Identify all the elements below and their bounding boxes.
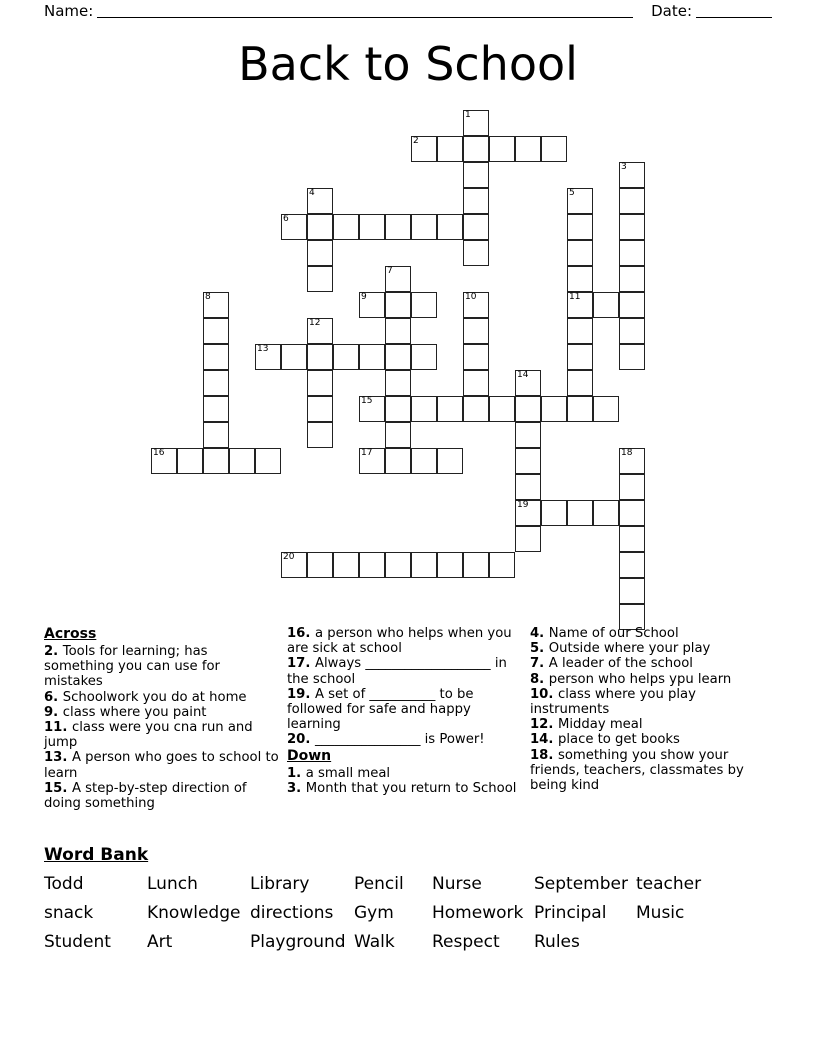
crossword-cell[interactable] — [385, 344, 411, 370]
word-bank-empty — [636, 928, 736, 957]
crossword-cell[interactable] — [385, 422, 411, 448]
crossword-cell[interactable] — [385, 448, 411, 474]
crossword-cell[interactable] — [567, 240, 593, 266]
cell-number: 14 — [517, 370, 529, 380]
crossword-cell[interactable] — [463, 344, 489, 370]
word-bank-word[interactable]: Music — [636, 903, 685, 923]
crossword-cell[interactable] — [333, 552, 359, 578]
clue-number: 14. — [530, 732, 558, 748]
crossword-cell[interactable] — [515, 474, 541, 500]
crossword-cell[interactable] — [411, 552, 437, 578]
cell-number: 11 — [569, 292, 581, 302]
clues-column-2 — [287, 626, 530, 811]
crossword-cell[interactable] — [359, 344, 385, 370]
crossword-cell[interactable] — [619, 552, 645, 578]
crossword-cell[interactable] — [567, 292, 593, 318]
crossword-cell[interactable] — [385, 396, 411, 422]
word-bank-word[interactable]: Art — [147, 932, 173, 952]
cell-number: 20 — [283, 552, 295, 562]
date-blank-line — [696, 2, 772, 18]
crossword-cell[interactable] — [619, 578, 645, 604]
crossword-cell[interactable] — [437, 552, 463, 578]
cell-number: 2 — [413, 136, 419, 146]
crossword-cell[interactable] — [203, 344, 229, 370]
clue-item — [44, 644, 279, 690]
crossword-cell[interactable] — [229, 448, 255, 474]
clue-number: 9. — [44, 704, 63, 720]
clue-number: 11. — [44, 720, 72, 736]
clue-item — [530, 717, 766, 732]
cell-number: 6 — [283, 214, 289, 224]
crossword-cell[interactable] — [567, 188, 593, 214]
crossword-cell[interactable] — [359, 448, 385, 474]
crossword-cell[interactable] — [437, 136, 463, 162]
cell-number: 5 — [569, 188, 575, 198]
crossword-cell[interactable] — [281, 552, 307, 578]
crossword-cell[interactable] — [619, 448, 645, 474]
crossword-cell[interactable] — [307, 344, 333, 370]
word-bank-word[interactable]: Lunch — [147, 874, 198, 894]
word-bank-word[interactable]: directions — [250, 903, 334, 923]
crossword-cell[interactable] — [489, 136, 515, 162]
crossword-cell[interactable] — [203, 396, 229, 422]
clue-item — [530, 687, 766, 717]
crossword-cell[interactable] — [463, 110, 489, 136]
crossword-cell[interactable] — [359, 396, 385, 422]
clue-text: Month that you return to School — [305, 780, 517, 796]
cell-number: 4 — [309, 188, 315, 198]
crossword-cell[interactable] — [619, 162, 645, 188]
clue-number: 8. — [530, 671, 549, 687]
word-bank-word[interactable]: Knowledge — [147, 903, 241, 923]
clue-item — [44, 705, 279, 720]
crossword-cell[interactable] — [619, 240, 645, 266]
clue-text: a small meal — [305, 765, 391, 781]
word-bank-word[interactable]: September — [534, 874, 628, 894]
crossword-cell[interactable] — [567, 396, 593, 422]
clue-item — [44, 690, 279, 705]
crossword-cell[interactable] — [385, 292, 411, 318]
word-bank-word[interactable]: teacher — [636, 874, 702, 894]
clue-number: 15. — [44, 780, 72, 796]
crossword-cell[interactable] — [307, 266, 333, 292]
crossword-cell[interactable] — [515, 526, 541, 552]
crossword-cell[interactable] — [541, 500, 567, 526]
word-bank-word[interactable]: Playground — [250, 932, 346, 952]
clue-item — [530, 641, 766, 656]
clue-text: A set of __________ to be followed for safe and happy learning — [287, 686, 474, 733]
crossword-cell[interactable] — [411, 214, 437, 240]
crossword-cell[interactable] — [333, 344, 359, 370]
crossword-cell[interactable] — [203, 370, 229, 396]
clue-number: 19. — [287, 686, 315, 702]
word-bank — [44, 844, 784, 957]
crossword-cell[interactable] — [515, 422, 541, 448]
crossword-cell[interactable] — [255, 344, 281, 370]
crossword-cell[interactable] — [515, 396, 541, 422]
across-heading: Across — [44, 626, 97, 642]
cell-number: 3 — [621, 162, 627, 172]
crossword-cell[interactable] — [359, 292, 385, 318]
crossword-cell[interactable] — [619, 500, 645, 526]
clue-number: 16. — [287, 626, 315, 641]
clue-number: 18. — [530, 747, 558, 763]
cell-number: 16 — [153, 448, 165, 458]
word-bank-word[interactable]: Library — [250, 874, 310, 894]
word-bank-word[interactable]: Walk — [354, 932, 395, 952]
clue-text: Always ___________________ in the school — [287, 656, 507, 687]
crossword-cell[interactable] — [515, 136, 541, 162]
cell-number: 15 — [361, 396, 373, 406]
clue-text: place to get books — [557, 732, 680, 748]
word-bank-word[interactable]: Principal — [534, 903, 607, 923]
crossword-cell[interactable] — [411, 396, 437, 422]
clue-number: 5. — [530, 641, 549, 657]
clue-text: A person who goes to school to learn — [44, 750, 279, 781]
clue-item — [287, 626, 522, 656]
clue-number: 2. — [44, 644, 63, 659]
crossword-cell[interactable] — [385, 370, 411, 396]
crossword-cell[interactable] — [203, 292, 229, 318]
crossword-cell[interactable] — [541, 396, 567, 422]
clue-text: Midday meal — [557, 717, 643, 733]
word-bank-word[interactable]: Student — [44, 932, 111, 952]
clue-item — [530, 732, 766, 747]
clue-text: a person who helps when you are sick at school — [287, 626, 512, 657]
crossword-cell[interactable] — [619, 344, 645, 370]
crossword-cell[interactable] — [567, 214, 593, 240]
crossword-cell[interactable] — [281, 344, 307, 370]
clue-item — [44, 781, 279, 811]
crossword-cell[interactable] — [385, 266, 411, 292]
clue-item — [287, 766, 522, 781]
clue-number: 12. — [530, 717, 558, 733]
page-header — [0, 0, 816, 28]
clue-item — [287, 781, 522, 796]
cell-number: 13 — [257, 344, 269, 354]
clue-item — [530, 672, 766, 687]
clue-item — [530, 656, 766, 671]
crossword-cell[interactable] — [411, 136, 437, 162]
cell-number: 8 — [205, 292, 211, 302]
crossword-cell[interactable] — [619, 318, 645, 344]
word-bank-word[interactable]: Nurse — [432, 874, 482, 894]
clue-text: A leader of the school — [548, 656, 693, 672]
crossword-cell[interactable] — [541, 136, 567, 162]
crossword-cell[interactable] — [489, 552, 515, 578]
crossword-cell[interactable] — [203, 448, 229, 474]
clue-item — [530, 626, 766, 641]
cell-number: 19 — [517, 500, 529, 510]
cell-number: 7 — [387, 266, 393, 276]
clue-number: 4. — [530, 626, 549, 641]
clue-text: class were you cna run and jump — [44, 720, 253, 751]
crossword-cell[interactable] — [463, 292, 489, 318]
word-bank-row — [44, 870, 784, 899]
crossword-cell[interactable] — [203, 422, 229, 448]
crossword-cell[interactable] — [463, 240, 489, 266]
crossword-cell[interactable] — [411, 344, 437, 370]
crossword-grid — [0, 105, 816, 625]
clue-number: 20. — [287, 732, 315, 748]
crossword-cell[interactable] — [333, 214, 359, 240]
crossword-cell[interactable] — [307, 240, 333, 266]
clue-text: Tools for learning; has something you can use for mistakes — [44, 644, 220, 690]
crossword-cell[interactable] — [619, 214, 645, 240]
word-bank-row — [44, 928, 784, 957]
clue-text: A step-by-step direction of doing something — [44, 780, 247, 812]
clue-text: class where you paint — [62, 704, 207, 720]
clue-number: 10. — [530, 686, 558, 702]
crossword-cell[interactable] — [359, 552, 385, 578]
crossword-cell[interactable] — [437, 448, 463, 474]
clues-column-3 — [530, 626, 774, 811]
crossword-cell[interactable] — [619, 526, 645, 552]
crossword-cell[interactable] — [593, 292, 619, 318]
clue-text: Schoolwork you do at home — [62, 689, 247, 705]
word-bank-row — [44, 899, 784, 928]
clue-text: ________________ is Power! — [314, 732, 485, 748]
page-title: Back to School — [238, 37, 578, 91]
crossword-cell[interactable] — [307, 370, 333, 396]
crossword-cell[interactable] — [489, 396, 515, 422]
crossword-cell[interactable] — [203, 318, 229, 344]
clues-section — [44, 626, 774, 811]
cell-number: 10 — [465, 292, 477, 302]
cell-number: 17 — [361, 448, 373, 458]
word-bank-word[interactable]: Pencil — [354, 874, 404, 894]
crossword-cell[interactable] — [359, 214, 385, 240]
crossword-cell[interactable] — [619, 188, 645, 214]
crossword-cell[interactable] — [619, 474, 645, 500]
word-bank-word[interactable]: Gym — [354, 903, 394, 923]
crossword-cell[interactable] — [437, 396, 463, 422]
crossword-cell[interactable] — [567, 344, 593, 370]
cell-number: 1 — [465, 110, 471, 120]
word-bank-rows — [44, 870, 784, 957]
crossword-cell[interactable] — [515, 370, 541, 396]
word-bank-word[interactable]: Rules — [534, 932, 580, 952]
word-bank-heading: Word Bank — [44, 845, 149, 865]
clue-item — [44, 720, 279, 750]
crossword-cell[interactable] — [619, 292, 645, 318]
cell-number: 18 — [621, 448, 633, 458]
crossword-cell[interactable] — [463, 162, 489, 188]
cell-number: 9 — [361, 292, 367, 302]
crossword-cell[interactable] — [281, 214, 307, 240]
clue-number: 7. — [530, 656, 549, 672]
crossword-cell[interactable] — [437, 214, 463, 240]
cell-number: 12 — [309, 318, 321, 328]
word-bank-word[interactable]: snack — [44, 903, 94, 923]
crossword-cell[interactable] — [463, 552, 489, 578]
crossword-cell[interactable] — [385, 214, 411, 240]
clue-item — [287, 687, 522, 733]
clue-text: Name of our School — [548, 626, 679, 641]
crossword-cell[interactable] — [567, 318, 593, 344]
crossword-cell[interactable] — [385, 318, 411, 344]
clue-text: class where you play instruments — [530, 686, 696, 718]
clue-item — [44, 750, 279, 780]
clue-item — [530, 748, 766, 794]
clue-text: person who helps ypu learn — [548, 671, 732, 687]
crossword-cell[interactable] — [307, 318, 333, 344]
clue-number: 6. — [44, 689, 63, 705]
crossword-cell[interactable] — [411, 292, 437, 318]
crossword-cell[interactable] — [463, 396, 489, 422]
date-label: Date: — [651, 2, 692, 20]
crossword-cell[interactable] — [515, 500, 541, 526]
crossword-cell[interactable] — [463, 370, 489, 396]
clue-text: something you show your friends, teachers, classmates by being kind — [530, 747, 744, 794]
crossword-cell[interactable] — [593, 500, 619, 526]
clue-number: 17. — [287, 656, 315, 672]
clue-item — [287, 732, 522, 747]
crossword-cell[interactable] — [567, 500, 593, 526]
crossword-cell[interactable] — [463, 136, 489, 162]
clue-number: 13. — [44, 750, 72, 766]
clue-number: 1. — [287, 765, 306, 781]
name-label: Name: — [44, 2, 94, 20]
clue-item — [287, 656, 522, 686]
crossword-cell[interactable] — [385, 552, 411, 578]
crossword-cell[interactable] — [463, 318, 489, 344]
name-blank-line — [97, 2, 633, 18]
crossword-cell[interactable] — [307, 188, 333, 214]
crossword-cell[interactable] — [463, 214, 489, 240]
crossword-cell[interactable] — [567, 370, 593, 396]
crossword-cell[interactable] — [463, 188, 489, 214]
clue-number: 3. — [287, 780, 306, 796]
crossword-cell[interactable] — [307, 422, 333, 448]
crossword-cell[interactable] — [411, 448, 437, 474]
crossword-cell[interactable] — [307, 552, 333, 578]
word-bank-word[interactable]: Homework — [432, 903, 524, 923]
crossword-cell[interactable] — [593, 396, 619, 422]
word-bank-word[interactable]: Todd — [44, 874, 84, 894]
crossword-cell[interactable] — [515, 448, 541, 474]
crossword-cell[interactable] — [307, 214, 333, 240]
crossword-cell[interactable] — [567, 266, 593, 292]
crossword-cell[interactable] — [619, 266, 645, 292]
clues-column-1 — [44, 626, 287, 811]
crossword-cell[interactable] — [177, 448, 203, 474]
crossword-cell[interactable] — [255, 448, 281, 474]
clue-text: Outside where your play — [548, 641, 711, 657]
down-heading: Down — [287, 747, 332, 764]
crossword-cell[interactable] — [151, 448, 177, 474]
crossword-cell[interactable] — [307, 396, 333, 422]
word-bank-word[interactable]: Respect — [432, 932, 500, 952]
